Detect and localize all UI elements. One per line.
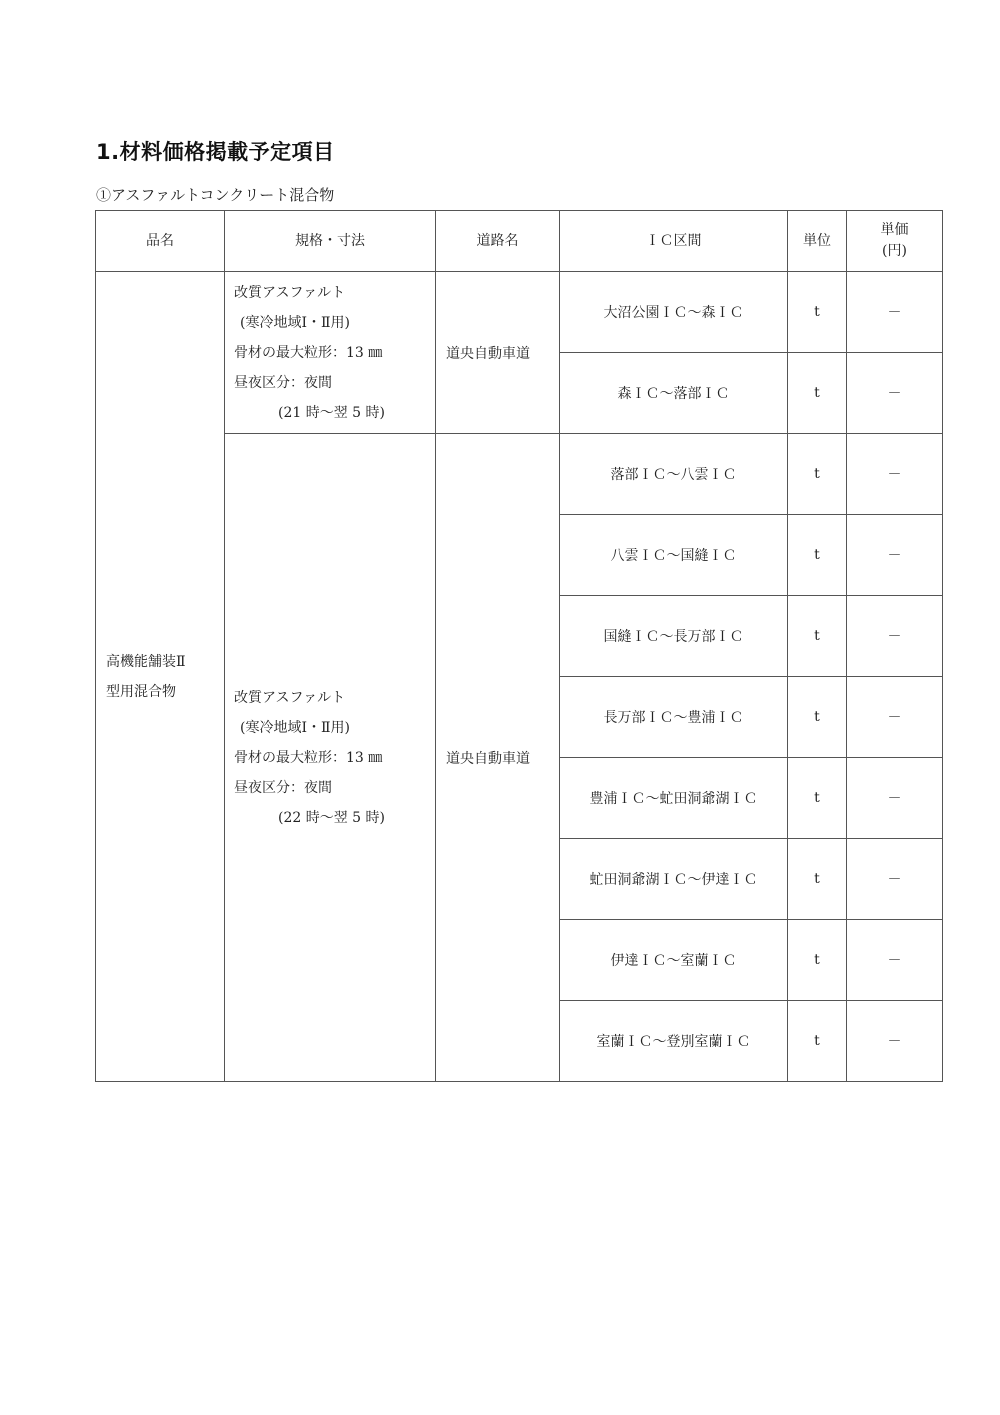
spec-line: 昼夜区分：夜間	[234, 779, 332, 796]
ic-section-cell: 豊浦ＩＣ～虻田洞爺湖ＩＣ	[560, 758, 788, 839]
header-ic-section: ＩＣ区間	[560, 211, 788, 272]
header-spec: 規格・寸法	[225, 211, 436, 272]
ic-section-cell: 長万部ＩＣ～豊浦ＩＣ	[560, 677, 788, 758]
price-cell: －	[847, 1001, 943, 1082]
price-cell: －	[847, 677, 943, 758]
spec-line: (22 時～翌 5 時)	[278, 809, 385, 826]
header-row	[96, 211, 943, 272]
spec-line: (21 時～翌 5 時)	[278, 404, 385, 421]
ic-section-cell: 虻田洞爺湖ＩＣ～伊達ＩＣ	[560, 839, 788, 920]
spec-cell	[225, 272, 436, 434]
price-cell: －	[847, 272, 943, 353]
unit-cell: t	[788, 353, 847, 434]
header-price-line1: 単価	[880, 222, 909, 238]
unit-cell: t	[788, 839, 847, 920]
spec-line: 骨材の最大粒形：13 ㎜	[234, 344, 383, 361]
spec-line: 改質アスファルト	[234, 689, 346, 706]
ic-section-cell: 伊達ＩＣ～室蘭ＩＣ	[560, 920, 788, 1001]
ic-section-cell: 国縫ＩＣ～長万部ＩＣ	[560, 596, 788, 677]
spec-line: (寒冷地域Ⅰ・Ⅱ用)	[240, 314, 350, 331]
price-cell: －	[847, 920, 943, 1001]
unit-cell: t	[788, 434, 847, 515]
unit-cell: t	[788, 677, 847, 758]
section-title: ①アスファルトコンクリート混合物	[96, 186, 335, 204]
ic-section-cell: 八雲ＩＣ～国縫ＩＣ	[560, 515, 788, 596]
ic-section-cell: 室蘭ＩＣ～登別室蘭ＩＣ	[560, 1001, 788, 1082]
header-unit: 単位	[788, 211, 847, 272]
ic-section-cell: 大沼公園ＩＣ～森ＩＣ	[560, 272, 788, 353]
price-cell: －	[847, 515, 943, 596]
road-name-cell: 道央自動車道	[436, 272, 560, 434]
unit-cell: t	[788, 1001, 847, 1082]
header-price	[847, 211, 943, 272]
product-name-cell	[96, 272, 225, 1082]
ic-section-cell: 森ＩＣ～落部ＩＣ	[560, 353, 788, 434]
price-cell: －	[847, 353, 943, 434]
header-road: 道路名	[436, 211, 560, 272]
unit-cell: t	[788, 596, 847, 677]
spec-line: 改質アスファルト	[234, 284, 346, 301]
price-cell: －	[847, 839, 943, 920]
table-row	[96, 272, 943, 353]
spec-line: (寒冷地域Ⅰ・Ⅱ用)	[240, 719, 350, 736]
material-price-table	[95, 210, 943, 1082]
unit-cell: t	[788, 920, 847, 1001]
product-name-line2: 型用混合物	[106, 683, 176, 700]
page-title: 1.材料価格掲載予定項目	[96, 140, 335, 164]
ic-section-cell: 落部ＩＣ～八雲ＩＣ	[560, 434, 788, 515]
price-cell: －	[847, 434, 943, 515]
unit-cell: t	[788, 758, 847, 839]
header-price-line2: (円)	[882, 243, 907, 259]
unit-cell: t	[788, 515, 847, 596]
product-name-line1: 高機能舗装Ⅱ	[106, 653, 186, 670]
header-product: 品名	[96, 211, 225, 272]
price-cell: －	[847, 596, 943, 677]
spec-cell	[225, 434, 436, 1082]
unit-cell: t	[788, 272, 847, 353]
road-name-cell: 道央自動車道	[436, 434, 560, 1082]
price-cell: －	[847, 758, 943, 839]
spec-line: 骨材の最大粒形：13 ㎜	[234, 749, 383, 766]
spec-line: 昼夜区分：夜間	[234, 374, 332, 391]
